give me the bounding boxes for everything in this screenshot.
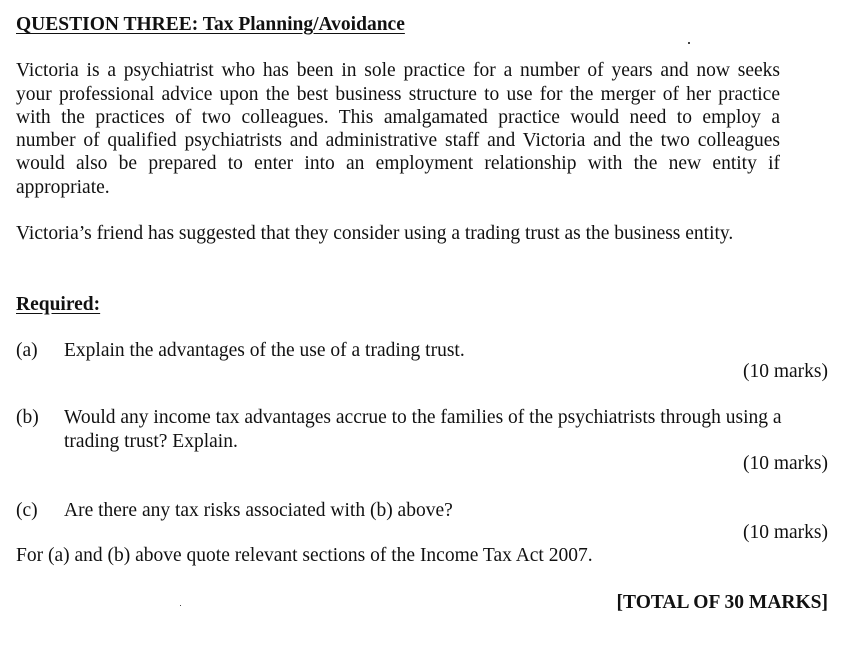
scan-speck [688,42,690,44]
scenario-line: with the practices of two colleagues. This amalgamated practice would need to employ a [16,107,780,128]
total-marks: [TOTAL OF 30 MARKS] [616,592,828,613]
friend-suggestion: Victoria’s friend has suggested that they consider using a trading trust as the business entity. [16,223,734,244]
part-marks: (10 marks) [742,522,828,543]
scenario-line: number of qualified psychiatrists and administrative staff and Victoria and the two colleagues [16,130,780,151]
part-marks: (10 marks) [742,453,828,474]
scan-speck [180,605,181,606]
required-heading: Required: [16,294,101,315]
scenario-line: your professional advice upon the best business structure to use for the merger of her practice [16,84,780,105]
part-label: (c) [16,500,38,521]
question-title: QUESTION THREE: Tax Planning/Avoidance [16,14,405,35]
instruction-note: For (a) and (b) above quote relevant sections of the Income Tax Act 2007. [16,545,593,566]
part-text: Explain the advantages of the use of a trading trust. [64,340,465,361]
part-text: trading trust? Explain. [64,431,238,452]
part-label: (a) [16,340,38,361]
part-text: Are there any tax risks associated with (b) above? [64,500,453,521]
scenario-line: appropriate. [16,177,110,198]
part-label: (b) [16,407,39,428]
part-marks: (10 marks) [742,361,828,382]
scenario-line: would also be prepared to enter into an employment relationship with the new entity if [16,153,780,174]
scenario-line: Victoria is a psychiatrist who has been in sole practice for a number of years and now seeks [16,60,780,81]
part-text: Would any income tax advantages accrue to the families of the psychiatrists through using a [64,407,782,428]
